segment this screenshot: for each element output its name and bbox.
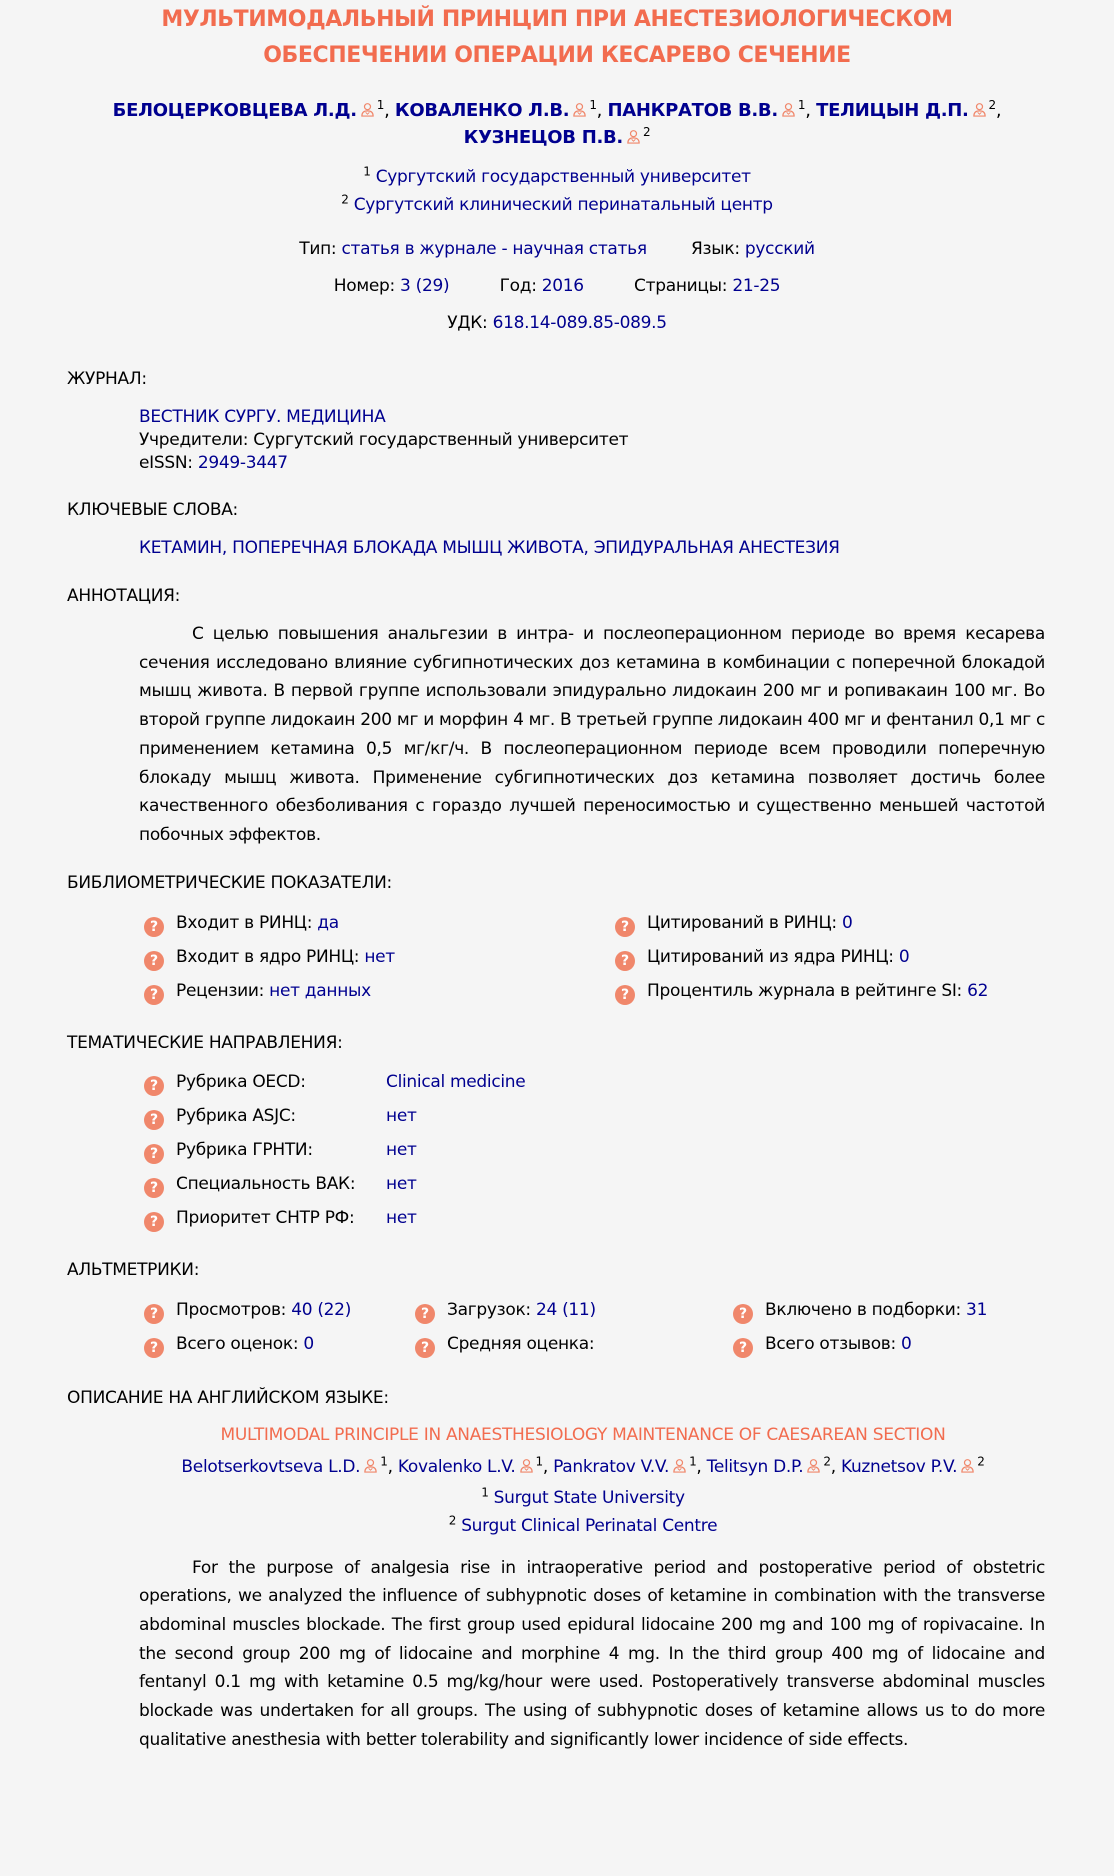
- affiliation-number: 1: [797, 98, 806, 112]
- bibliometric-item: [144, 940, 395, 974]
- help-icon[interactable]: ?: [144, 951, 164, 971]
- affiliation-number: 2: [988, 98, 996, 112]
- altmetric-label: Просмотров:: [176, 1299, 292, 1320]
- altmetric-item: [733, 1327, 987, 1361]
- person-icon[interactable]: [781, 102, 796, 117]
- help-icon[interactable]: ?: [415, 1304, 435, 1324]
- altmetric-label: Включено в подборки:: [765, 1299, 967, 1320]
- type-label: Тип:: [299, 239, 342, 259]
- author-link[interactable]: КУЗНЕЦОВ П.В.: [463, 127, 623, 148]
- altmetric-value: 40 (22): [291, 1299, 352, 1320]
- metric-value: 62: [967, 980, 989, 1001]
- thematic-value: нет: [386, 1207, 417, 1228]
- eissn-value: 2949-3447: [197, 453, 288, 473]
- author-link[interactable]: КОВАЛЕНКО Л.В.: [394, 100, 570, 121]
- founders-label: Учредители:: [139, 430, 254, 450]
- journal-eissn: [139, 452, 1114, 475]
- thematic-label: Рубрика ASJC:: [176, 1105, 296, 1126]
- affiliation-number: 1: [376, 98, 385, 112]
- affiliation-number: 2: [977, 1453, 985, 1468]
- english-author-list: [52, 1452, 1114, 1482]
- altmetric-value: 31: [966, 1299, 988, 1320]
- metric-label: Цитирований из ядра РИНЦ:: [647, 946, 899, 967]
- affiliation-number: 2: [823, 1453, 831, 1468]
- meta-row-type: [0, 231, 1114, 268]
- udk-value: 618.14-089.85-089.5: [492, 313, 667, 333]
- author-link[interactable]: Kuznetsov P.V.: [840, 1456, 958, 1477]
- person-icon[interactable]: [806, 1458, 821, 1473]
- altmetric-item: [144, 1327, 351, 1361]
- help-icon[interactable]: ?: [144, 1110, 164, 1130]
- english-affiliation-list: [52, 1484, 1114, 1540]
- article-title-line1: МУЛЬТИМОДАЛЬНЫЙ ПРИНЦИП ПРИ АНЕСТЕЗИОЛОГИЧЕСКОМ: [161, 7, 953, 32]
- help-icon[interactable]: ?: [144, 1144, 164, 1164]
- language-value: русский: [744, 239, 815, 259]
- author-list: [0, 97, 1114, 151]
- metric-label: Процентиль журнала в рейтинге SI:: [647, 980, 968, 1001]
- affiliation-number: 2: [642, 125, 651, 139]
- annotation-text: С целью повышения анальгезии в интра- и послеоперационном периоде во время кесарева сечения исследовано влияние субгипнотических доз кетамина в комбинации с поперечной блокадой мышц живота. В первой группе использовали эпидурально лидокаин 200 мг и ропивакаин 100 мг. Во второй группе лидокаин 200 мг и морфин 4 мг. В третьей группе лидокаин 400 мг и фентанил 0,1 мг с применением кетамина 0,5 мг/кг/ч. В послеоперационном периоде всем проводили поперечную блокаду мышц живота. Применение субгипнотических доз кетамина позволяет достичь более качественного обезболивания с гораздо лучшей переносимостью и существенно меньшей частотой побочных эффектов.: [139, 624, 1045, 845]
- keyword-link[interactable]: ЭПИДУРАЛЬНАЯ АНЕСТЕЗИЯ: [593, 538, 840, 558]
- author-link[interactable]: ПАНКРАТОВ В.В.: [607, 100, 778, 121]
- altmetric-item: [144, 1293, 351, 1327]
- altmetric-label: Всего оценок:: [176, 1333, 304, 1354]
- journal-heading: ЖУРНАЛ:: [67, 369, 147, 389]
- thematic-label: Рубрика OECD:: [176, 1071, 306, 1092]
- help-icon[interactable]: ?: [144, 1178, 164, 1198]
- altmetric-item: [415, 1327, 596, 1361]
- affiliation-number: 2: [341, 192, 349, 207]
- english-title: MULTIMODAL PRINCIPLE IN ANAESTHESIOLOGY MAINTENANCE OF CAESAREAN SECTION: [220, 1424, 946, 1445]
- thematic-label: Рубрика ГРНТИ:: [176, 1139, 313, 1160]
- affiliation-link[interactable]: Surgut State University: [493, 1487, 685, 1508]
- issue-link[interactable]: 3 (29): [400, 276, 450, 296]
- thematic-item: [144, 1201, 1114, 1235]
- metric-value: нет данных: [269, 980, 371, 1001]
- founders-value: Сургутский государственный университет: [253, 430, 629, 450]
- language-label: Язык:: [691, 239, 745, 259]
- article-title: [0, 0, 1114, 74]
- altmetric-label: Всего отзывов:: [765, 1333, 902, 1354]
- help-icon[interactable]: ?: [733, 1304, 753, 1324]
- english-heading: ОПИСАНИЕ НА АНГЛИЙСКОМ ЯЗЫКЕ:: [67, 1387, 389, 1408]
- help-icon[interactable]: ?: [144, 1076, 164, 1096]
- keywords-heading: КЛЮЧЕВЫЕ СЛОВА:: [67, 500, 238, 520]
- bibliometrics-right: [615, 906, 988, 1008]
- author-link[interactable]: Telitsyn D.P.: [706, 1456, 804, 1477]
- altmetric-item: [415, 1293, 596, 1327]
- altmetrics-grid: [144, 1293, 1114, 1361]
- thematic-item: [144, 1167, 1114, 1201]
- altmetrics-col3: [733, 1293, 987, 1361]
- bibliometric-item: [615, 906, 988, 940]
- person-icon[interactable]: [360, 102, 375, 117]
- help-icon[interactable]: ?: [415, 1338, 435, 1358]
- affiliation-number: 1: [689, 1453, 697, 1468]
- meta-row-issue: [0, 268, 1114, 305]
- affiliation-link[interactable]: Сургутский государственный университет: [375, 167, 751, 187]
- author-link[interactable]: БЕЛОЦЕРКОВЦЕВА Л.Д.: [112, 100, 357, 121]
- eissn-label: eISSN:: [139, 453, 198, 473]
- metric-label: Входит в ядро РИНЦ:: [176, 946, 365, 967]
- affiliation-number: 1: [589, 98, 597, 112]
- thematic-label: Приоритет СНТР РФ:: [176, 1207, 355, 1228]
- affiliation-link[interactable]: Surgut Clinical Perinatal Centre: [461, 1515, 718, 1536]
- keyword-separator: ,: [583, 538, 594, 558]
- issue-label: Номер:: [333, 276, 401, 296]
- affiliation-number: 1: [535, 1453, 543, 1468]
- bibliometrics-heading: БИБЛИОМЕТРИЧЕСКИЕ ПОКАЗАТЕЛИ:: [67, 872, 392, 893]
- metric-value: нет: [364, 946, 395, 967]
- altmetric-value: 0: [901, 1333, 912, 1354]
- author-separator: ,: [387, 1456, 398, 1477]
- author-separator: ,: [830, 1456, 841, 1477]
- year-value: 2016: [541, 276, 584, 296]
- keyword-separator: ,: [221, 538, 233, 558]
- author-separator: ,: [805, 100, 817, 121]
- person-icon[interactable]: [960, 1458, 975, 1473]
- thematic-heading: ТЕМАТИЧЕСКИЕ НАПРАВЛЕНИЯ:: [67, 1032, 343, 1053]
- affiliation-list: [0, 163, 1114, 219]
- altmetrics-heading: АЛЬТМЕТРИКИ:: [67, 1259, 200, 1280]
- bibliometrics-grid: [144, 906, 1114, 1008]
- help-icon[interactable]: ?: [144, 985, 164, 1005]
- year-label: Год:: [499, 276, 542, 296]
- author-link[interactable]: ТЕЛИЦЫН Д.П.: [816, 100, 969, 121]
- bibliometrics-left: [144, 906, 395, 1008]
- help-icon[interactable]: ?: [733, 1338, 753, 1358]
- person-icon[interactable]: [363, 1458, 378, 1473]
- journal-link[interactable]: ВЕСТНИК СУРГУ. МЕДИЦИНА: [139, 407, 386, 427]
- thematic-label: Специальность ВАК:: [176, 1173, 356, 1194]
- help-icon[interactable]: ?: [144, 917, 164, 937]
- author-link[interactable]: Kovalenko L.V.: [397, 1456, 516, 1477]
- keyword-link[interactable]: ПОПЕРЕЧНАЯ БЛОКАДА МЫШЦ ЖИВОТА: [232, 538, 584, 558]
- keyword-link[interactable]: КЕТАМИН: [139, 538, 222, 558]
- person-icon[interactable]: [972, 102, 987, 117]
- affiliation-number: 2: [448, 1512, 457, 1527]
- author-separator: ,: [696, 1456, 707, 1477]
- thematic-item: [144, 1065, 1114, 1099]
- article-title-line2: ОБЕСПЕЧЕНИИ ОПЕРАЦИИ КЕСАРЕВО СЕЧЕНИЕ: [263, 43, 851, 68]
- help-icon[interactable]: ?: [615, 985, 635, 1005]
- person-icon[interactable]: [626, 129, 641, 144]
- altmetric-label: Загрузок:: [447, 1299, 536, 1320]
- affiliation-item: [0, 191, 1114, 219]
- pages-label: Страницы:: [634, 276, 733, 296]
- publication-meta: [0, 231, 1114, 342]
- metric-value: да: [317, 912, 339, 933]
- journal-info: [139, 406, 1114, 475]
- bibliometric-item: [144, 974, 395, 1008]
- author-link[interactable]: Belotserkovtseva L.D.: [181, 1456, 361, 1477]
- altmetric-value: 24 (11): [535, 1299, 596, 1320]
- person-icon[interactable]: [672, 1458, 687, 1473]
- thematic-value: нет: [386, 1105, 417, 1126]
- author-separator: ,: [995, 100, 1002, 121]
- author-separator: ,: [542, 1456, 554, 1477]
- metric-value: 0: [898, 946, 910, 967]
- bibliometric-item: [144, 906, 395, 940]
- help-icon[interactable]: ?: [615, 917, 635, 937]
- affiliation-item: [52, 1484, 1114, 1512]
- keyword-list: [139, 537, 1114, 560]
- author-link[interactable]: Pankratov V.V.: [553, 1456, 670, 1477]
- affiliation-number: 1: [481, 1484, 489, 1499]
- thematic-value: нет: [386, 1139, 417, 1160]
- altmetrics-col2: [415, 1293, 596, 1361]
- help-icon[interactable]: ?: [144, 1304, 164, 1324]
- pages-value: 21-25: [732, 276, 781, 296]
- author-separator: ,: [596, 100, 608, 121]
- english-abstract: For the purpose of analgesia rise in intraoperative period and postoperative period of obstetric operations, we analyzed the influence of subhypnotic doses of ketamine in combination with the transverse abdominal muscles blockade. The first group used epidural lidocaine 200 mg and 100 mg of ropivacaine. In the second group 200 mg of lidocaine and morphine 4 mg. In the third group 400 mg of lidocaine and fentanyl 0.1 mg with ketamine 0.5 mg/kg/hour were used. Postoperatively transverse abdominal muscles blockade was undertaken for all groups. The using of subhypnotic doses of ketamine allows us to do more qualitative anesthesia with better tolerability and significantly lower incidence of side effects.: [139, 1557, 1045, 1750]
- altmetric-label: Средняя оценка:: [447, 1333, 595, 1354]
- thematic-value: Clinical medicine: [386, 1071, 526, 1092]
- type-value: статья в журнале - научная статья: [341, 239, 647, 259]
- thematic-value: нет: [386, 1173, 417, 1194]
- metric-label: Цитирований в РИНЦ:: [647, 912, 842, 933]
- thematic-list: [144, 1065, 1114, 1235]
- help-icon[interactable]: ?: [144, 1212, 164, 1232]
- metric-label: Входит в РИНЦ:: [176, 912, 318, 933]
- bibliometric-item: [615, 974, 988, 1008]
- altmetrics-col1: [144, 1293, 351, 1361]
- metric-label: Рецензии:: [176, 980, 270, 1001]
- annotation-heading: АННОТАЦИЯ:: [67, 586, 181, 606]
- affiliation-item: [52, 1512, 1114, 1540]
- affiliation-item: [0, 163, 1114, 191]
- udk-label: УДК:: [447, 313, 493, 333]
- author-separator: ,: [384, 100, 395, 121]
- person-icon[interactable]: [572, 102, 587, 117]
- altmetric-value: 0: [303, 1333, 314, 1354]
- altmetric-item: [733, 1293, 987, 1327]
- help-icon[interactable]: ?: [615, 951, 635, 971]
- bibliometric-item: [615, 940, 988, 974]
- journal-founders: [139, 429, 1114, 452]
- affiliation-number: 1: [380, 1453, 388, 1468]
- metric-value: 0: [841, 912, 853, 933]
- meta-row-udk: [0, 305, 1114, 342]
- person-icon[interactable]: [519, 1458, 534, 1473]
- help-icon[interactable]: ?: [144, 1338, 164, 1358]
- affiliation-number: 1: [363, 164, 371, 179]
- thematic-item: [144, 1133, 1114, 1167]
- thematic-item: [144, 1099, 1114, 1133]
- affiliation-link[interactable]: Сургутский клинический перинатальный центр: [353, 195, 773, 215]
